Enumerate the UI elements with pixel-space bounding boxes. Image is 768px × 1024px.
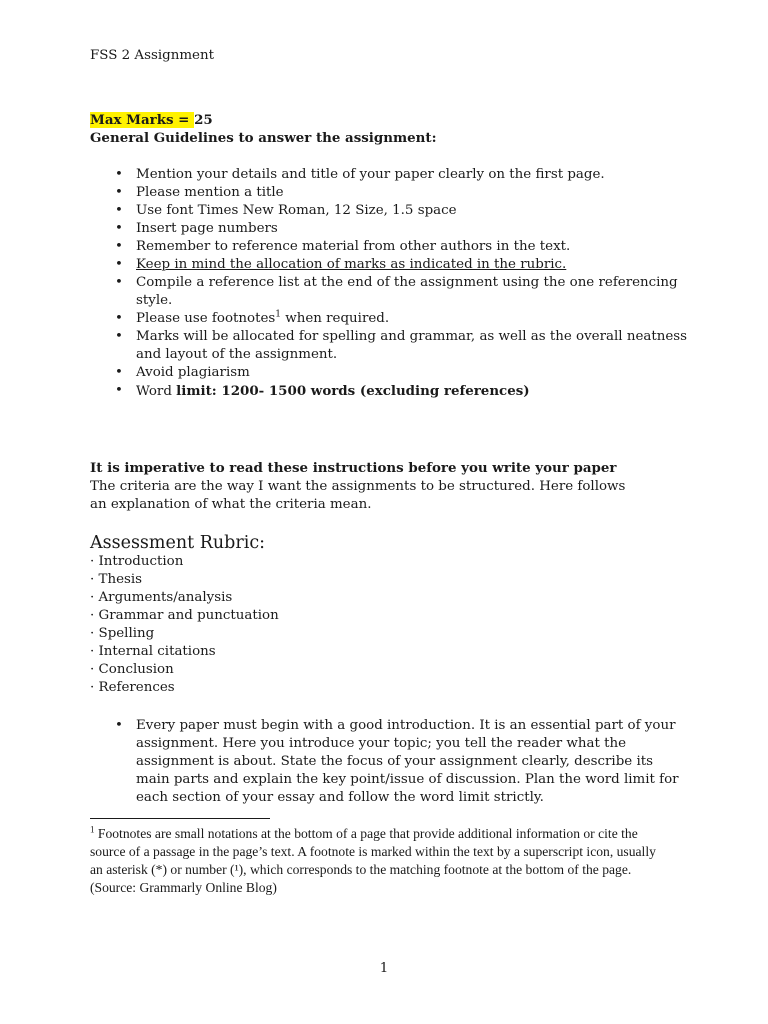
rubric-item: · Grammar and punctuation <box>90 607 279 625</box>
list-item: • Remember to reference material from other authors in the text. <box>90 238 690 256</box>
list-item: • Avoid plagiarism <box>90 364 690 382</box>
rubric-item: · Introduction <box>90 553 279 571</box>
guidelines-list <box>90 166 690 401</box>
body-list <box>90 717 690 807</box>
footnote-divider <box>90 818 270 819</box>
rubric-item: · Arguments/analysis <box>90 589 279 607</box>
list-item-word-limit <box>90 382 690 401</box>
rubric-title: Assessment Rubric: <box>90 533 266 553</box>
list-item-underlined: • Keep in mind the allocation of marks as indicated in the rubric. <box>90 256 690 274</box>
list-item: • Every paper must begin with a good introduction. It is an essential part of your assignment. Here you introduce your topic; you tell the reader what the assignment is about. State the focus of your assignment clearly, describe its main parts and explain the key point/issue of discussion. Plan the word limit for each section of your essay and follow the word limit strictly. <box>90 717 690 807</box>
list-item: • Mention your details and title of your paper clearly on the first page. <box>90 166 690 184</box>
instructions-heading: It is imperative to read these instructions before you write your paper <box>90 460 617 476</box>
instructions-text: The criteria are the way I want the assignments to be structured. Here follows an explanation of what the criteria mean. <box>90 479 626 512</box>
rubric-item: · Spelling <box>90 625 279 643</box>
rubric-item: · References <box>90 679 279 697</box>
list-item-text: when required. <box>281 311 390 326</box>
list-item: • Compile a reference list at the end of the assignment using the one referencing style. <box>90 274 690 310</box>
guidelines-heading: General Guidelines to answer the assignment: <box>90 130 437 146</box>
rubric-list <box>90 553 279 697</box>
rubric-item: · Internal citations <box>90 643 279 661</box>
list-item: • Please mention a title <box>90 184 690 202</box>
max-marks-line <box>90 111 213 129</box>
footnote-reference[interactable]: 1 <box>275 309 281 320</box>
rubric-item: · Conclusion <box>90 661 279 679</box>
max-marks-value: 25 <box>194 112 213 128</box>
page-number: 1 <box>379 961 389 976</box>
max-marks-label: Max Marks = <box>90 112 195 128</box>
footnote-text: Footnotes are small notations at the bottom of a page that provide additional information or cite the source of a passage in the page’s text. A footnote is marked within the text by a superscript icon, usually an asterisk (*) or number (¹), which corresponds to the matching footnote at the bottom of the page. (Source: Grammarly Online Blog) <box>90 826 656 895</box>
list-item: • Marks will be allocated for spelling and grammar, as well as the overall neatness and layout of the assignment. <box>90 328 690 364</box>
rubric-item: · Thesis <box>90 571 279 589</box>
footnote-marker: 1 <box>90 824 95 835</box>
list-item-text: Please use footnotes <box>136 311 276 326</box>
page-header: FSS 2 Assignment <box>90 48 214 63</box>
word-limit-bold: limit: 1200- 1500 words (excluding references) <box>176 383 530 399</box>
footnote <box>90 825 660 897</box>
list-item: • Use font Times New Roman, 12 Size, 1.5 space <box>90 202 690 220</box>
list-item: • Insert page numbers <box>90 220 690 238</box>
list-item-text: Word <box>136 384 177 399</box>
list-item-footnote <box>90 310 690 328</box>
